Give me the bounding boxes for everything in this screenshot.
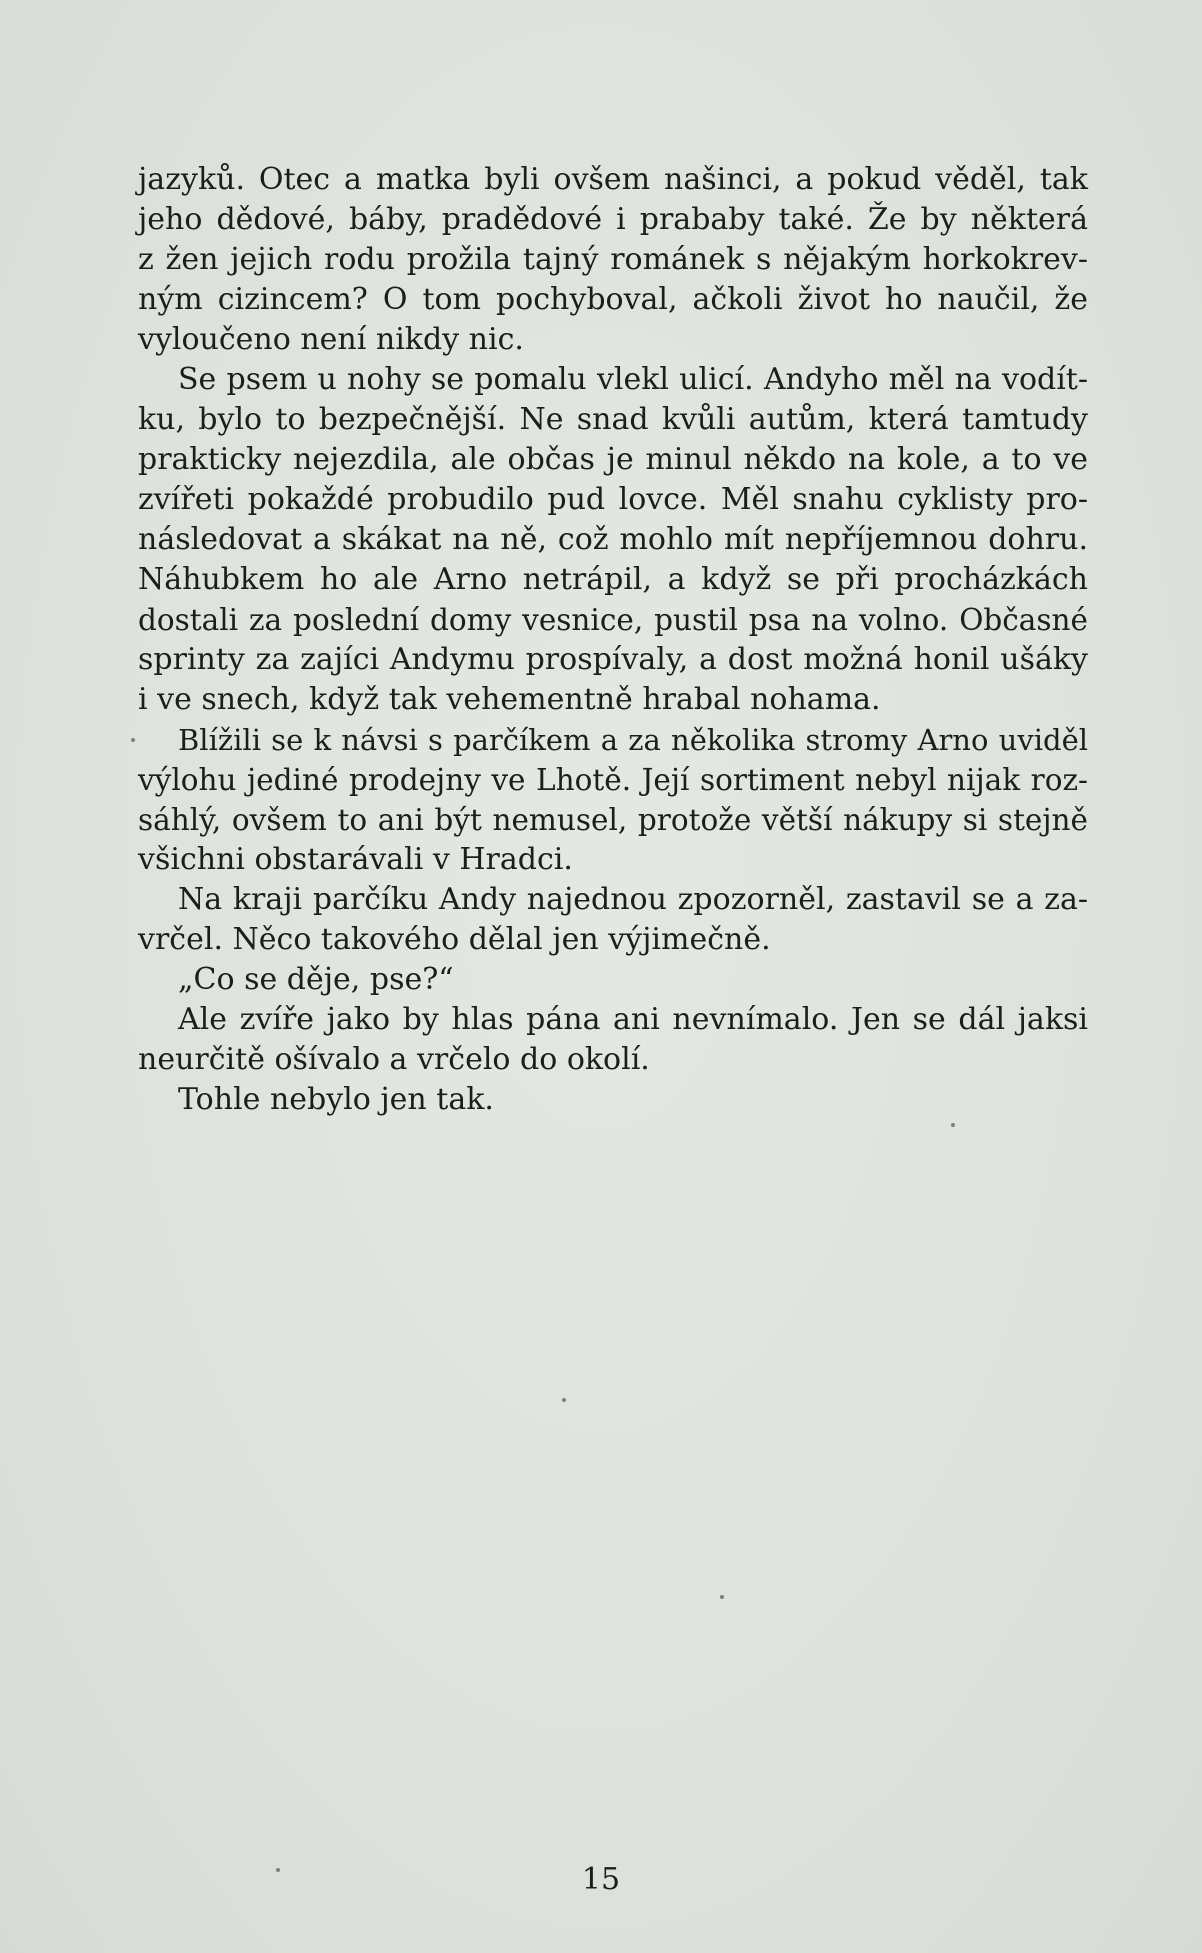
- text-line: Blížili se k návsi s parčíkem a za několika stromy Arno uviděl: [178, 723, 1088, 757]
- text-line: jeho dědové, báby, pradědové i prababy také. Že by některá: [138, 202, 1088, 237]
- text-line: vrčel. Něco takového dělal jen výjimečně.: [138, 922, 771, 957]
- text-line: výlohu jediné prodejny ve Lhotě. Její sortiment nebyl nijak roz-: [138, 763, 1088, 797]
- text-line: vyloučeno není nikdy nic.: [138, 322, 524, 357]
- paper-speck: [131, 738, 135, 742]
- page-number: 15: [581, 1862, 621, 1897]
- text-line: následovat a skákat na ně, což mohlo mít nepříjemnou dohru.: [138, 522, 1088, 557]
- text-line: ným cizincem? O tom pochyboval, ačkoli život ho naučil, že: [138, 282, 1088, 317]
- text-line: ku, bylo to bezpečnější. Ne snad kvůli autům, která tamtudy: [138, 402, 1088, 437]
- text-line: sprinty za zajíci Andymu prospívaly, a dost možná honil ušáky: [138, 642, 1088, 677]
- text-line: prakticky nejezdila, ale občas je minul někdo na kole, a to ve: [138, 442, 1088, 477]
- text-line: Tohle nebylo jen tak.: [178, 1082, 494, 1117]
- text-line: Na kraji parčíku Andy najednou zpozorněl, zastavil se a za-: [178, 882, 1088, 917]
- text-line: Se psem u nohy se pomalu vlekl ulicí. Andyho měl na vodít-: [178, 362, 1088, 397]
- text-line: zvířeti pokaždé probudilo pud lovce. Měl snahu cyklisty pro-: [138, 482, 1088, 517]
- paper-speck: [562, 1398, 566, 1402]
- text-line: Ale zvíře jako by hlas pána ani nevnímalo. Jen se dál jaksi: [178, 1002, 1088, 1037]
- text-line: všichni obstarávali v Hradci.: [138, 842, 573, 877]
- text-line: i ve snech, když tak vehementně hrabal nohama.: [138, 682, 881, 717]
- text-line: dostali za poslední domy vesnice, pustil psa na volno. Občasné: [138, 603, 1088, 637]
- text-line: jazyků. Otec a matka byli ovšem našinci, a pokud věděl, tak: [138, 162, 1088, 197]
- text-line: Náhubkem ho ale Arno netrápil, a když se při procházkách: [138, 562, 1088, 597]
- text-line: „Co se děje, pse?“: [178, 962, 454, 997]
- body-text: [138, 160, 1088, 1120]
- paper-speck: [951, 1123, 955, 1127]
- paper-speck: [720, 1595, 724, 1599]
- paper-speck: [276, 1868, 280, 1872]
- text-line: neurčitě ošívalo a vrčelo do okolí.: [138, 1042, 650, 1077]
- text-line: sáhlý, ovšem to ani být nemusel, protože větší nákupy si stejně: [138, 803, 1088, 837]
- text-line: z žen jejich rodu prožila tajný románek s nějakým horkokrev-: [138, 242, 1088, 277]
